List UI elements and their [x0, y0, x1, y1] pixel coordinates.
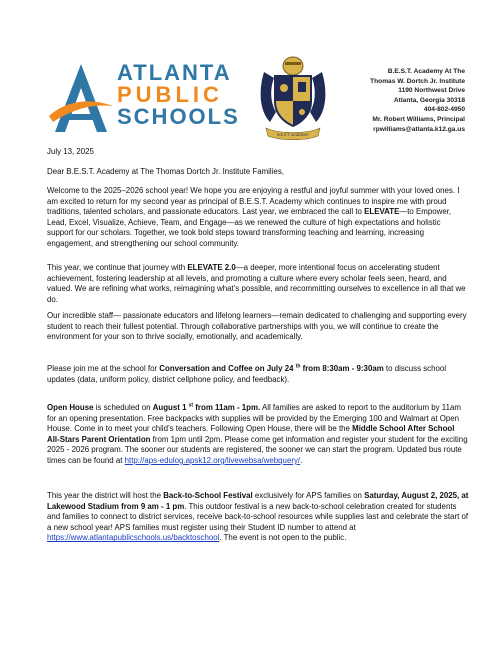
p6-festival: Back-to-School Festival [163, 491, 253, 500]
p5-all-stars: Middle School After School All-Stars Parent Orientation [47, 424, 455, 444]
p1-elevate: ELEVATE [364, 207, 400, 217]
p5-date: August 1 [152, 403, 189, 412]
letter-salutation: Dear B.E.S.T. Academy at The Thomas Dortch Jr. Institute Families, [47, 167, 284, 176]
bus-route-link[interactable]: http://aps-edulog.apsk12.org/livewebsa/webquery/ [124, 455, 301, 465]
p6-text-c: exclusively for APS families on [252, 491, 365, 500]
paragraph-coffee [47, 364, 469, 385]
p4-text-c: to discuss school updates (data, uniform policy, district cellphone policy, and feedback). [47, 364, 447, 384]
p1-text-c: —to Empower, Lead, Excel, Visualize, Achieve, Team, and Engage—as we renewed the culture of high expectations and holistic support for our scholars. Together, we took bold steps toward transforming teaching and learning, increasing engagement, and strengthening our school community. [47, 207, 452, 248]
p5-sup: st [188, 402, 194, 409]
p4-text-a: Please join me at the school for [47, 364, 160, 373]
back-to-school-link[interactable]: https://www.atlantapublicschools.us/backtoschool [47, 533, 220, 543]
p2-text-a: This year, we continue that journey with [47, 263, 188, 272]
letter-date: July 13, 2025 [47, 147, 94, 156]
p5-text-d: from 1pm until 2pm. Please come get information and register your student for the exciting 2025 - 2026 program. The sooner our students are registered, the sooner we can start the program. Updated bus route times can be found at [47, 434, 468, 465]
aps-a-logo-icon [47, 58, 115, 134]
aps-logo-word-2: PUBLIC [117, 82, 223, 107]
address-line-institute: Thomas W. Dortch Jr. Institute [370, 77, 465, 85]
p6-date-location: Saturday, August 2, 2025, at Lakewood Stadium from 9 am - 1 pm [47, 491, 469, 511]
p6-text-d: . This outdoor festival is a new back-to-school celebration created for students and families to connect to district services, receive back-to-school resources while supplies last and celebrate the start of a new school year! APS families must register using their Student ID number to attend at [47, 501, 469, 532]
p5-text-c: All families are asked to report to the auditorium by 11am for an opening presentation. Free backpacks with supplies will be provided by the Emerging 100 and Walmart at Open House. Come in to meet your child’s teachers. Following Open House, there will be the [47, 403, 461, 434]
paragraph-staff: Our incredible staff— passionate educators and lifelong learners—remain dedicated to challenging and supporting every student to reach their fullest potential. Through collaborative partnerships with you, we will continue to create the environment for your son to thrive socially, emotionally, and academically. [47, 311, 467, 342]
school-address-block [305, 67, 465, 134]
p2-text-c: —a deeper, more intentional focus on accelerating student achievement, fostering leadership at all levels, and promoting a culture where every scholar feels seen, heard, and valued. We are refining what works, reimagining what’s possible, and recommitting ourselves to excellence in all that we do. [47, 263, 466, 304]
address-line-email: rpwilliams@atlanta.k12.ga.us [373, 125, 465, 133]
p5-text-a: is scheduled on [93, 403, 153, 412]
crest-ribbon-text: B.E.S.T. ACADEMY [277, 133, 309, 137]
p4-sup: th [295, 363, 301, 370]
aps-logo-word-3: SCHOOLS [117, 104, 240, 129]
paragraph-welcome [47, 186, 469, 250]
address-line-phone: 404-802-4950 [423, 106, 465, 114]
p1-text-a: Welcome to the 2025–2026 school year! We hope you are enjoying a restful and joyful summer with your loved ones. I am excited to return for my second year as principal of B.E.S.T. Academy which continues to inspire me with proud traditions, talented scholars, and passionate educators. Last year, we embraced the call to [47, 186, 460, 217]
aps-logo-word-1: ATLANTA [117, 60, 232, 85]
p5-text-e: . [300, 455, 303, 465]
p5-open-house: Open House [47, 403, 94, 412]
paragraph-open-house [47, 403, 469, 467]
address-line-school: B.E.S.T. Academy At The [387, 68, 465, 75]
p4-event: Conversation and Coffee on July 24 [159, 364, 296, 373]
paragraph-elevate-2 [47, 263, 469, 305]
aps-logo [47, 58, 240, 136]
p6-text-e: . The event is not open to the public. [219, 533, 347, 543]
address-line-street: 1190 Northwest Drive [398, 87, 465, 95]
paragraph-festival [47, 491, 469, 544]
p6-text-a: This year the district will host the [47, 491, 164, 500]
p4-time: from 8:30am - 9:30am [300, 364, 384, 373]
p2-elevate-2: ELEVATE 2.0 [187, 263, 236, 272]
p5-time: from 11am - 1pm. [193, 403, 261, 412]
address-line-principal: Mr. Robert Williams, Principal [372, 115, 465, 123]
address-line-city: Atlanta, Georgia 30318 [393, 96, 465, 104]
